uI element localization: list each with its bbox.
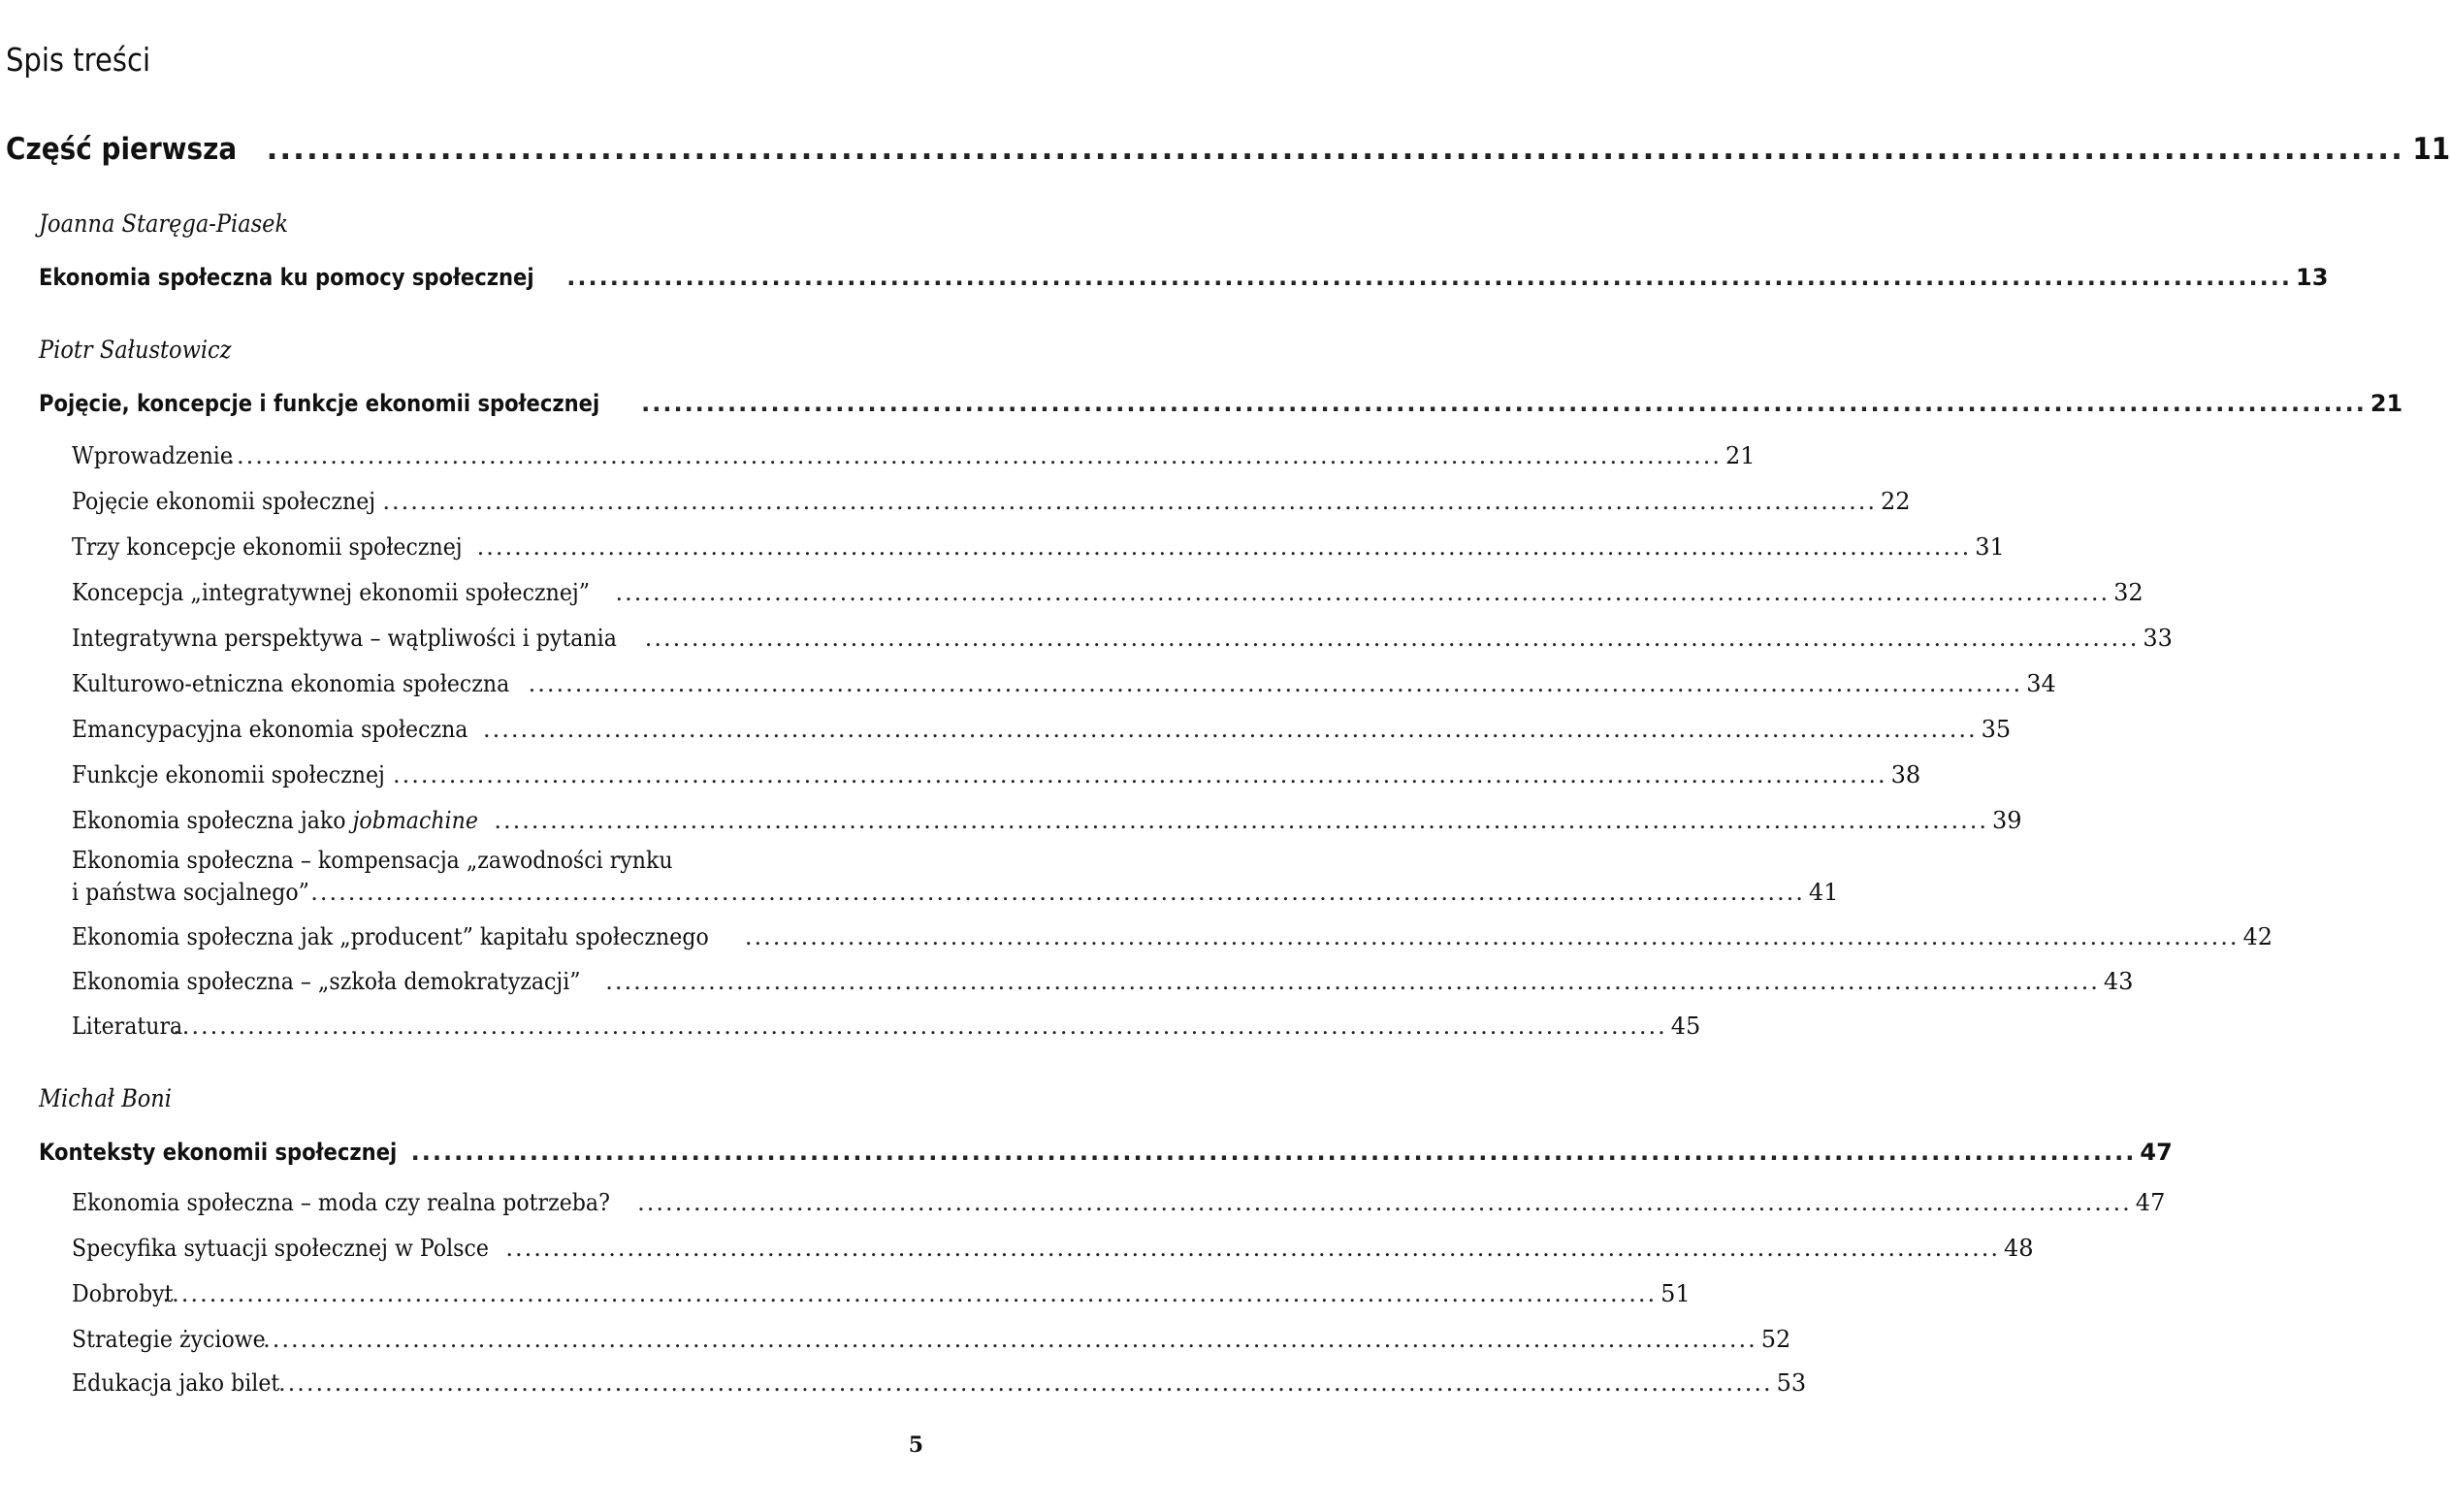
toc-entry: [72, 1235, 2034, 1270]
entry-title-line2: i państwa socjalnego”: [72, 879, 309, 906]
chapter-title: Ekonomia społeczna ku pomocy społecznej: [39, 264, 534, 291]
chapter-heading: [39, 390, 2403, 425]
dot-leader: ................................................................................................................................................................: [382, 488, 1877, 515]
toc-title: Spis treści: [6, 41, 151, 79]
entry-page: 32: [2113, 579, 2144, 606]
dot-leader: ................................................................................................................................................................: [162, 1280, 1658, 1307]
toc-entry: [72, 1326, 1791, 1361]
entry-page: 38: [1890, 761, 1921, 788]
dot-leader: ................................................................................................................................................................: [392, 761, 1887, 788]
entry-page: 21: [1725, 442, 1756, 469]
entry-title-text: Ekonomia społeczna jako: [72, 807, 353, 834]
entry-page: 39: [1991, 807, 2022, 834]
dot-leader: ................................................................................................................................................................: [173, 1013, 1667, 1040]
part-page: 11: [2412, 132, 2450, 167]
entry-page: 42: [2242, 923, 2273, 950]
entry-title: Ekonomia społeczna jak „producent” kapitału społecznego: [72, 923, 709, 950]
entry-title: Strategie życiowe: [72, 1326, 266, 1353]
toc-entry: [72, 1189, 2166, 1224]
dot-leader: ................................................................................................................................................................: [641, 390, 2367, 417]
toc-entry: [72, 488, 1911, 523]
chapter-page: 13: [2296, 264, 2329, 291]
toc-entry: [72, 533, 2005, 568]
entry-title: Ekonomia społeczna – „szkoła demokratyzacji”: [72, 968, 581, 995]
entry-page: 51: [1660, 1280, 1691, 1307]
section-author: Michał Boni: [39, 1084, 172, 1112]
entry-page: 33: [2143, 625, 2173, 652]
entry-page: 47: [2135, 1189, 2166, 1216]
entry-page: 43: [2103, 968, 2134, 995]
chapter-page: 21: [2369, 390, 2403, 417]
entry-title: Kulturowo-etniczna ekonomia społeczna: [72, 670, 510, 697]
entry-title: Koncepcja „integratywnej ekonomii społecznej”: [72, 579, 591, 606]
toc-entry: [72, 579, 2144, 614]
entry-page: 34: [2026, 670, 2056, 697]
part-title: Część pierwsza: [6, 132, 238, 167]
entry-page: 48: [2003, 1235, 2034, 1262]
toc-entry: [72, 625, 2173, 659]
chapter-title: Konteksty ekonomii społecznej: [39, 1139, 398, 1166]
entry-title: Integratywna perspektywa – wątpliwości i pytania: [72, 625, 617, 652]
chapter-title: Pojęcie, koncepcje i funkcje ekonomii społecznej: [39, 390, 600, 417]
dot-leader: ................................................................................................................................................................: [744, 923, 2240, 950]
entry-title: Trzy koncepcje ekonomii społecznej: [72, 533, 463, 561]
dot-leader: ................................................................................................................................................................: [227, 442, 1722, 469]
toc-entry: [72, 1280, 1691, 1315]
dot-leader: ................................................................................................................................................................: [410, 1139, 2137, 1166]
entry-page: 22: [1880, 488, 1911, 515]
dot-leader: ................................................................................................................................................................: [494, 807, 1988, 834]
chapter-page: 47: [2140, 1139, 2173, 1166]
dot-leader: ................................................................................................................................................................: [483, 716, 1978, 743]
toc-entry-first-line: [72, 844, 725, 877]
dot-leader: ................................................................................................................................................................: [310, 879, 1805, 906]
toc-entry: [72, 716, 2012, 751]
entry-title: Edukacja jako bilet: [72, 1369, 280, 1397]
toc-entry: [72, 1369, 1807, 1404]
entry-page: 31: [1975, 533, 2005, 561]
entry-title: [72, 807, 478, 834]
entry-page: 41: [1808, 879, 1839, 906]
entry-title-italic: jobmachine: [352, 807, 478, 834]
dot-leader: ................................................................................................................................................................: [277, 1369, 1773, 1397]
entry-page: 45: [1670, 1013, 1701, 1040]
dot-leader: ................................................................................................................................................................: [637, 1189, 2132, 1216]
dot-leader: ................................................................................................................................................................: [644, 625, 2140, 652]
toc-entry: [72, 670, 2056, 705]
toc-entry: [72, 761, 1921, 796]
dot-leader: ................................................................................................................................................................: [266, 132, 2404, 167]
page-number: 5: [908, 1432, 923, 1458]
entry-page: 52: [1760, 1326, 1791, 1353]
dot-leader: ................................................................................................................................................................: [263, 1326, 1757, 1353]
chapter-heading: [39, 264, 2329, 299]
toc-entry: [72, 968, 2134, 1003]
entry-title: Emancypacyjna ekonomia społeczna: [72, 716, 468, 743]
entry-title: Pojęcie ekonomii społecznej: [72, 488, 376, 515]
section-author: Piotr Sałustowicz: [39, 336, 232, 364]
entry-title: Wprowadzenie: [72, 442, 233, 469]
toc-entry: [72, 1013, 1701, 1047]
part-heading: [6, 132, 2450, 178]
entry-title: Literatura: [72, 1013, 183, 1040]
entry-title: Dobrobyt: [72, 1280, 174, 1307]
dot-leader: ................................................................................................................................................................: [505, 1235, 2000, 1262]
dot-leader: ................................................................................................................................................................: [476, 533, 1972, 561]
chapter-heading: [39, 1139, 2173, 1174]
toc-entry: [72, 879, 1839, 914]
toc-entry: [72, 807, 2022, 842]
dot-leader: ................................................................................................................................................................: [528, 670, 2023, 697]
entry-title: Ekonomia społeczna – kompensacja „zawodności rynku: [72, 847, 673, 874]
dot-leader: ................................................................................................................................................................: [615, 579, 2111, 606]
entry-page: 35: [1981, 716, 2012, 743]
toc-entry: [72, 923, 2273, 958]
toc-entry: [72, 442, 1756, 477]
dot-leader: ................................................................................................................................................................: [605, 968, 2100, 995]
entry-title: Ekonomia społeczna – moda czy realna potrzeba?: [72, 1189, 610, 1216]
entry-title: Funkcje ekonomii społecznej: [72, 761, 385, 788]
entry-title: Specyfika sytuacji społecznej w Polsce: [72, 1235, 489, 1262]
entry-page: 53: [1776, 1369, 1807, 1397]
section-author: Joanna Staręga-Piasek: [39, 209, 289, 238]
dot-leader: ................................................................................................................................................................: [566, 264, 2292, 291]
